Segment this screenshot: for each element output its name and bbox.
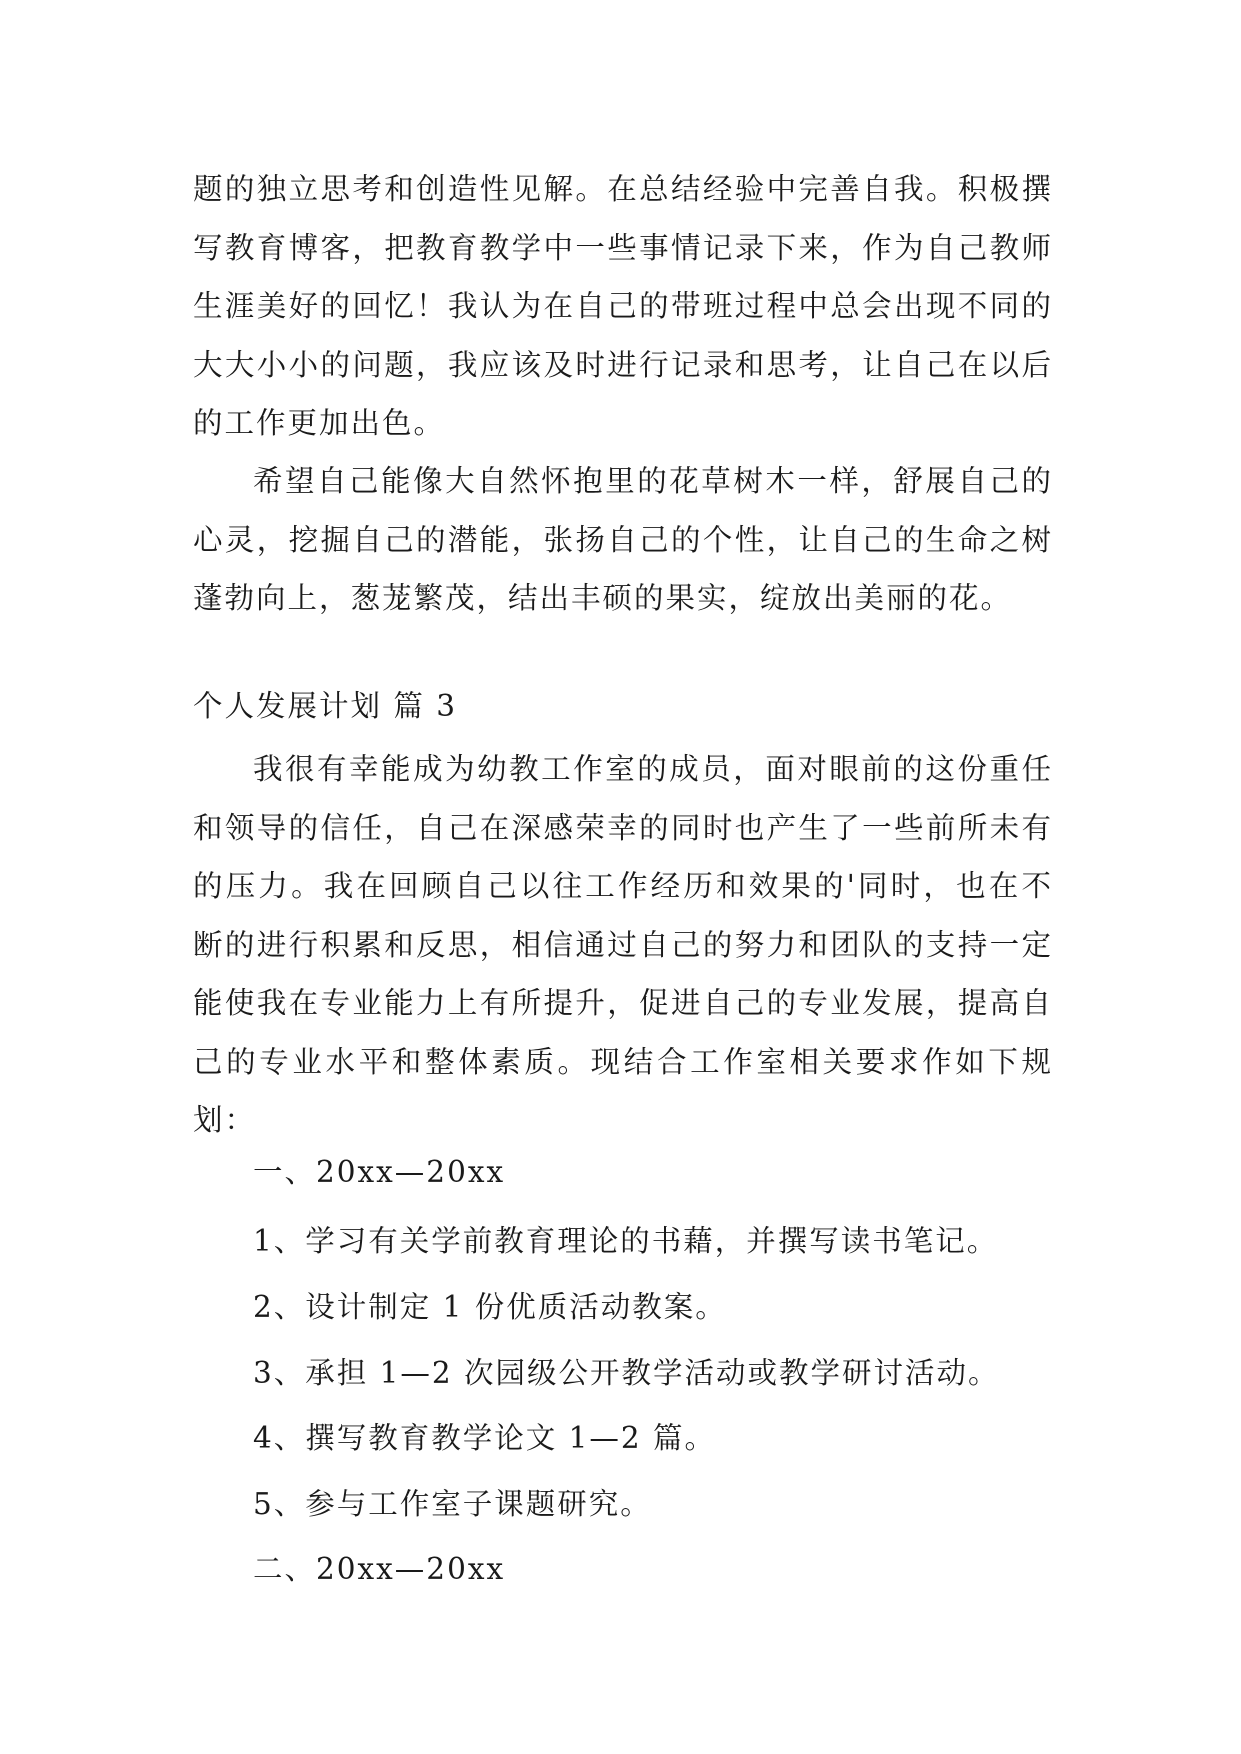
plan-list-item: 3、承担 1—2 次园级公开教学活动或教学研讨活动。 xyxy=(253,1356,1000,1390)
plan-list-item: 4、撰写教育教学论文 1—2 篇。 xyxy=(253,1421,717,1455)
plan-list-item: 2、设计制定 1 份优质活动教案。 xyxy=(253,1290,727,1324)
paragraph-intro: 我很有幸能成为幼教工作室的成员，面对眼前的这份重任和领导的信任，自己在深感荣幸的同时也产生了一些前所未有的压力。我在回顾自己以往工作经历和效果的'同时，也在不断的进行积累和反思，相信通过自己的努力和团队的支持一定能使我在专业能力上有所提升，促进自己的专业发展，提高自己的专业水平和整体素质。现结合工作室相关要求作如下规划： xyxy=(193,752,1053,1137)
plan-period-heading: 二、20xx—20xx xyxy=(253,1552,506,1586)
paragraph-continuation: 题的独立思考和创造性见解。在总结经验中完善自我。积极撰写教育博客，把教育教学中一些事情记录下来，作为自己教师生涯美好的回忆！我认为在自己的带班过程中总会出现不同的大大小小的问题，我应该及时进行记录和思考，让自己在以后的工作更加出色。 xyxy=(193,172,1053,440)
plan-list-item: 5、参与工作室子课题研究。 xyxy=(253,1487,652,1521)
plan-period-heading: 一、20xx—20xx xyxy=(253,1155,506,1189)
plan-list-item: 1、学习有关学前教育理论的书藉，并撰写读书笔记。 xyxy=(253,1224,999,1258)
paragraph-hope: 希望自己能像大自然怀抱里的花草树木一样，舒展自己的心灵，挖掘自己的潜能，张扬自己的个性，让自己的生命之树蓬勃向上，葱茏繁茂，结出丰硕的果实，绽放出美丽的花。 xyxy=(193,464,1053,615)
section-heading: 个人发展计划 篇 3 xyxy=(193,689,458,723)
